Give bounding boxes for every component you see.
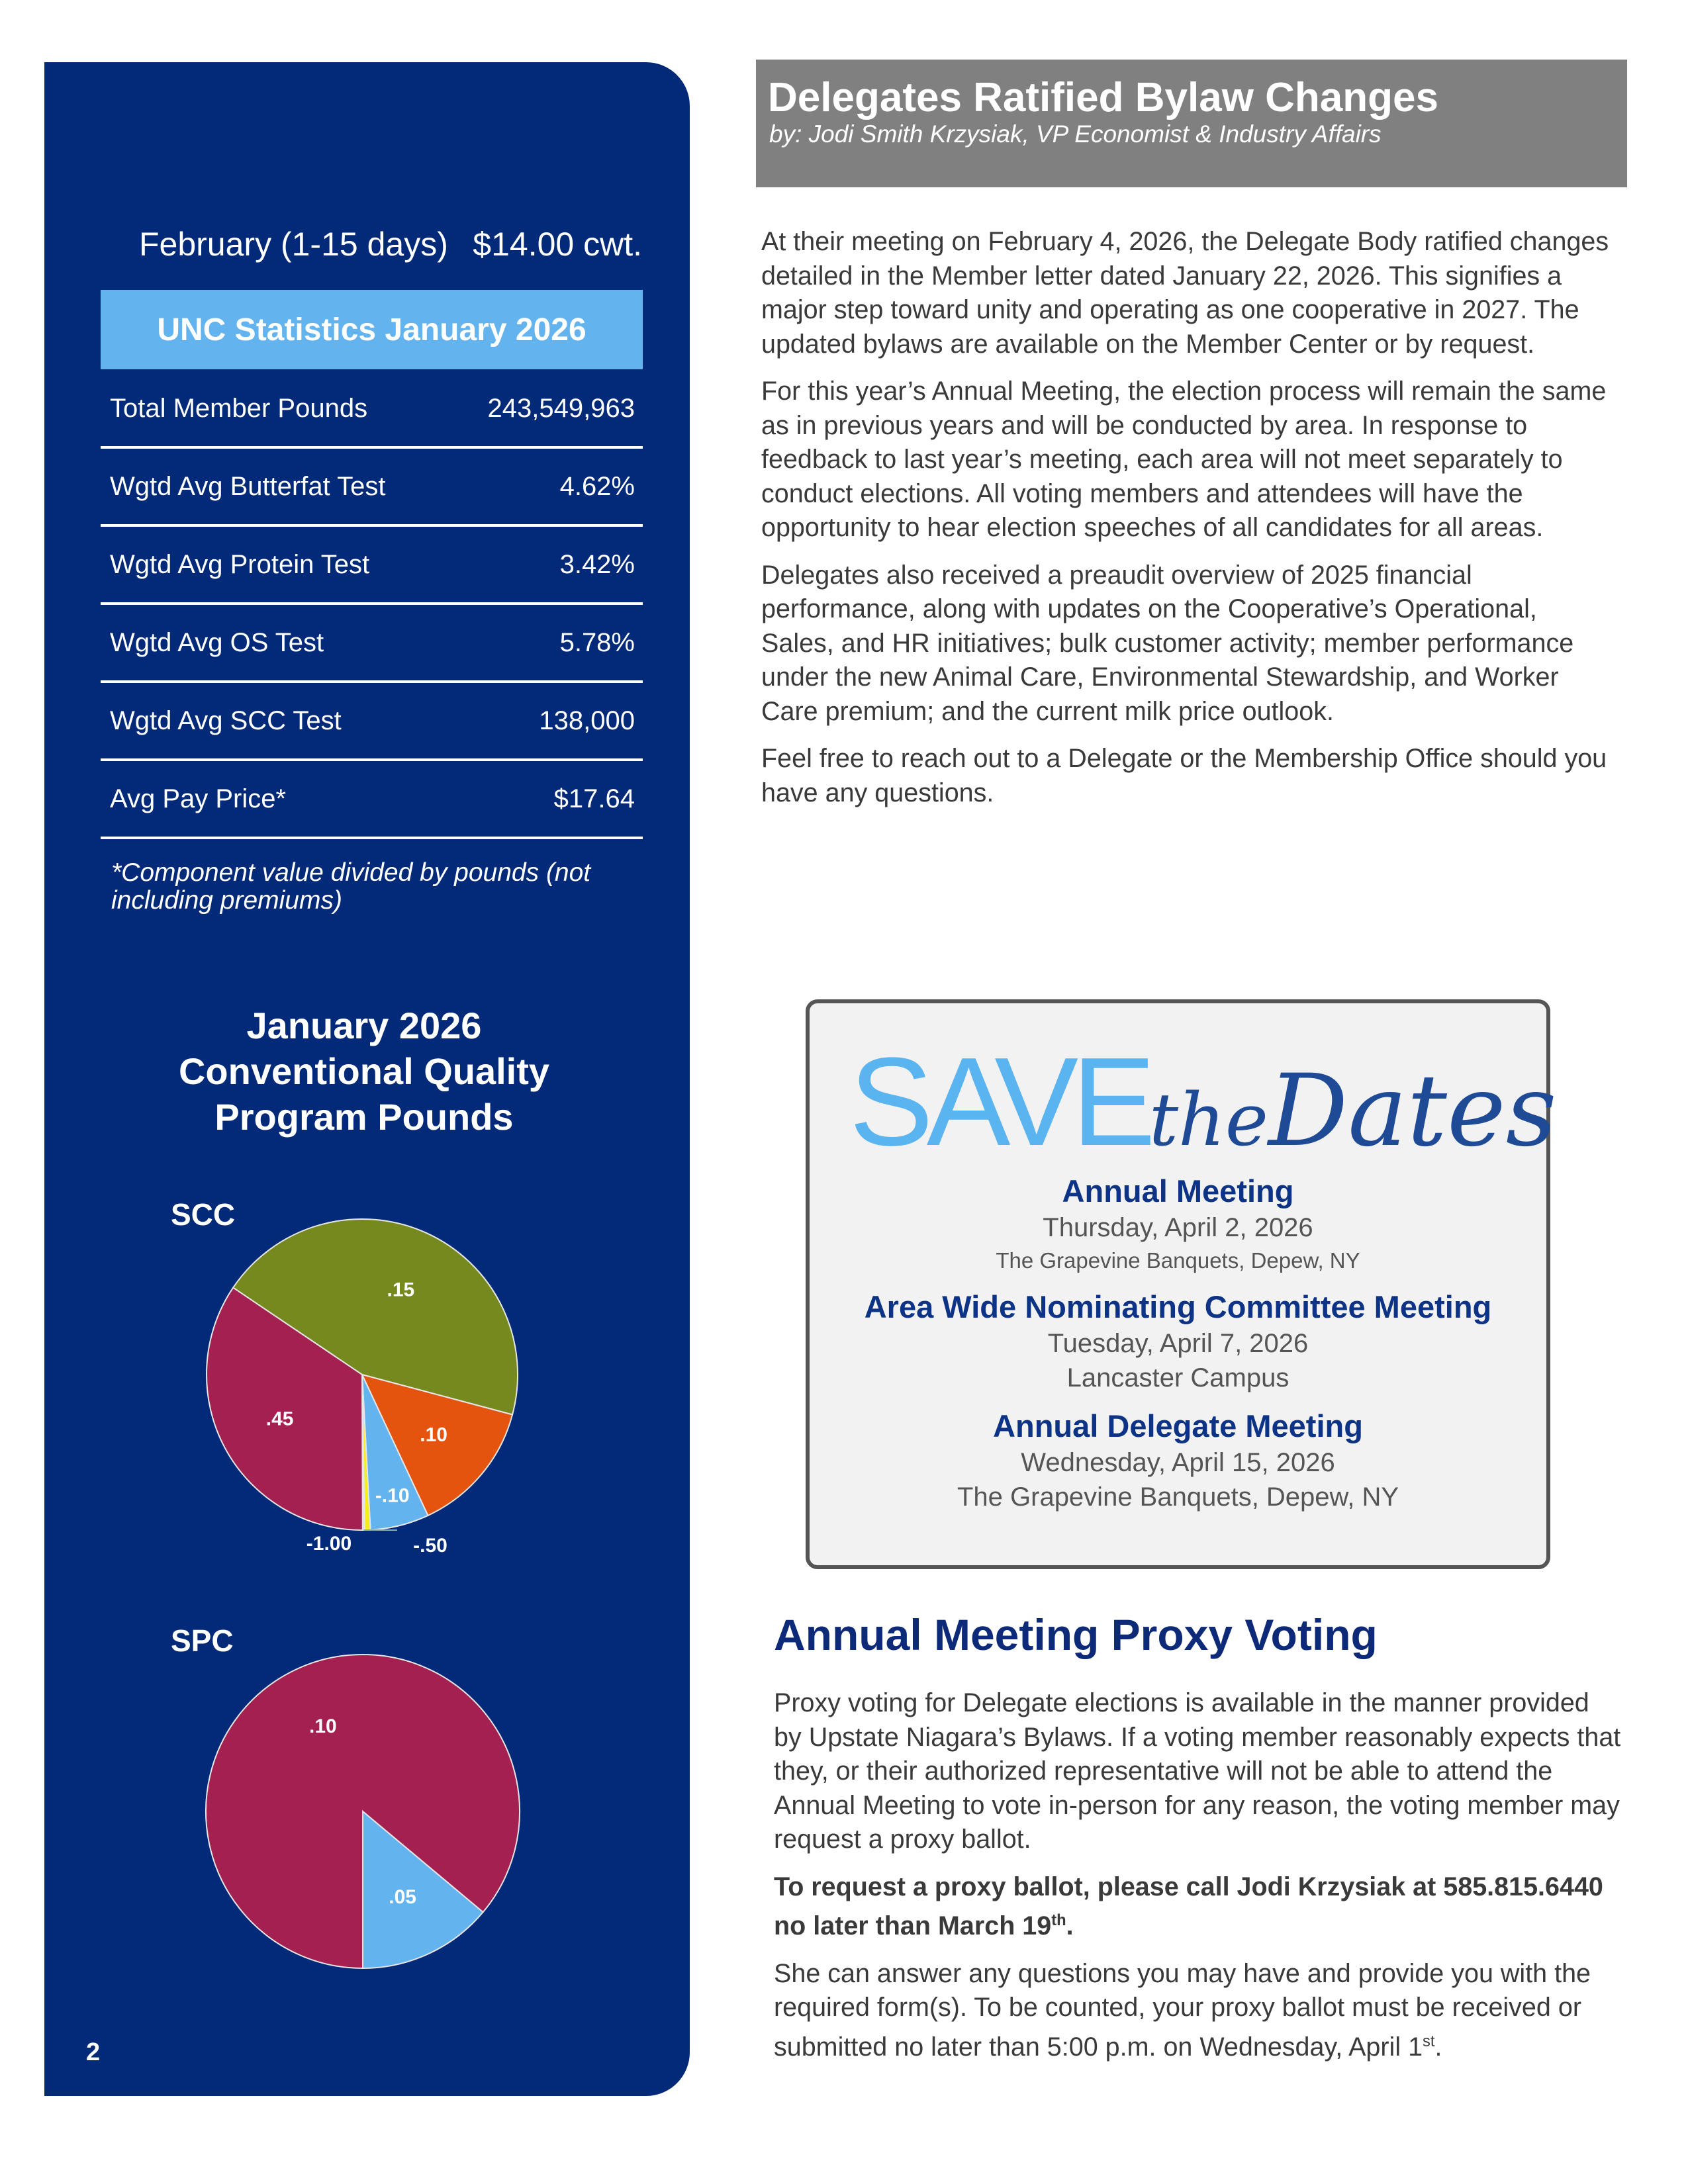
slice-label: .15	[387, 1279, 415, 1301]
paragraph	[774, 1957, 1621, 2065]
february-value: $14.00 cwt.	[473, 226, 642, 263]
save-the-dates-logo	[849, 1030, 1557, 1174]
stat-label: Wgtd Avg SCC Test	[110, 705, 342, 735]
stat-value: 243,549,963	[487, 393, 635, 423]
chart-title-line: Program Pounds	[214, 1096, 514, 1138]
slice-label: -.10	[375, 1484, 410, 1507]
article-title: Delegates Ratified Bylaw Changes	[768, 75, 1438, 120]
stat-value: $17.64	[553, 784, 635, 813]
stat-label: Wgtd Avg OS Test	[110, 627, 324, 657]
stats-banner: UNC Statistics January 2026	[101, 290, 643, 369]
text: To request a proxy ballot, please call Jodi Krzysiak at 585.815.6440 no later than March 19	[774, 1872, 1603, 1941]
text: .	[1434, 2032, 1442, 2062]
save-the-dates-box	[806, 999, 1557, 1569]
stat-label: Wgtd Avg Protein Test	[110, 549, 370, 579]
paragraph: For this year’s Annual Meeting, the election process will remain the same as in previous years and will be conducted by area. In response to feedback to last year’s meeting, each area will not meet separately to conduct elections. All voting members and attendees will have the opportunity to hear election speeches of all candidates for all areas.	[761, 377, 1607, 542]
article-byline: by: Jodi Smith Krzysiak, VP Economist & Industry Affairs	[769, 120, 1382, 148]
proxy-body	[774, 1686, 1621, 2077]
event-name: Annual Delegate Meeting	[993, 1408, 1363, 1443]
chart-title-line: Conventional Quality	[178, 1050, 550, 1092]
event-name: Area Wide Nominating Committee Meeting	[864, 1289, 1492, 1324]
slice-label: -1.00	[306, 1533, 352, 1555]
event-date: Wednesday, April 15, 2026	[1021, 1448, 1335, 1477]
event-location: Lancaster Campus	[1066, 1363, 1289, 1392]
logo-the: the	[1149, 1077, 1268, 1162]
paragraph: At their meeting on February 4, 2026, the Delegate Body ratified changes detailed in the Member letter dated January 22, 2026. This signifies a major step toward unity and operating as one cooperative in 2027. The updated bylaws are available on the Member Center or by request.	[761, 227, 1609, 359]
event-location: The Grapevine Banquets, Depew, NY	[957, 1482, 1399, 1512]
stat-label: Total Member Pounds	[110, 393, 368, 423]
proxy-call-to-action	[774, 1870, 1621, 1944]
event	[810, 1288, 1546, 1395]
stat-label: Wgtd Avg Butterfat Test	[110, 471, 386, 501]
event-location: The Grapevine Banquets, Depew, NY	[996, 1248, 1360, 1273]
stat-label: Avg Pay Price*	[110, 784, 287, 813]
scc-chart-title: SCC	[171, 1197, 236, 1232]
logo-save: SAVE	[849, 1032, 1149, 1172]
stat-value: 138,000	[539, 705, 635, 735]
event-name: Annual Meeting	[1062, 1173, 1294, 1208]
chart-title-line: January 2026	[246, 1005, 482, 1046]
slice-label: -.50	[413, 1535, 447, 1557]
footnote: *Component value divided by pounds (not including premiums)	[111, 858, 591, 915]
spc-chart-title: SPC	[171, 1623, 234, 1658]
superscript: st	[1423, 2032, 1435, 2050]
text: .	[1066, 1911, 1074, 1941]
stat-value: 5.78%	[559, 627, 635, 657]
stat-value: 3.42%	[559, 549, 635, 579]
slice-label: .10	[308, 1715, 337, 1738]
stat-value: 4.62%	[559, 471, 635, 501]
event-date: Thursday, April 2, 2026	[1043, 1213, 1313, 1242]
paragraph: Feel free to reach out to a Delegate or the Membership Office should you have any questions.	[761, 744, 1607, 807]
slice-label: .45	[265, 1408, 294, 1430]
article-body	[761, 225, 1615, 823]
event-date: Tuesday, April 7, 2026	[1047, 1329, 1309, 1358]
paragraph: Proxy voting for Delegate elections is available in the manner provided by Upstate Niagara’s Bylaws. If a voting member reasonably expects that they, or their authorized representative will not be able to attend the Annual Meeting to vote in-person for any reason, the voting member may request a proxy ballot.	[774, 1688, 1621, 1854]
logo-dates: Dates	[1268, 1054, 1557, 1169]
proxy-title: Annual Meeting Proxy Voting	[774, 1610, 1378, 1659]
superscript: th	[1051, 1912, 1066, 1929]
event	[810, 1407, 1546, 1514]
event	[810, 1172, 1546, 1277]
paragraph: Delegates also received a preaudit overview of 2025 financial performance, along with updates on the Cooperative’s Operational, Sales, and HR initiatives; bulk customer activity; member performance under the new Animal Care, Environmental Stewardship, and Worker Care premium; and the current milk price outlook.	[761, 560, 1574, 726]
page-number: 2	[86, 2038, 101, 2066]
slice-label: .05	[389, 1886, 417, 1908]
slice-label: .10	[420, 1424, 447, 1446]
february-label: February (1-15 days)	[139, 226, 448, 263]
article-header	[756, 60, 1627, 187]
text: She can answer any questions you may have and provide you with the required form(s). To be counted, your proxy ballot must be received or submitted no later than 5:00 p.m. on Wednesday, April 1	[774, 1958, 1591, 2062]
pie-charts	[0, 0, 728, 1985]
